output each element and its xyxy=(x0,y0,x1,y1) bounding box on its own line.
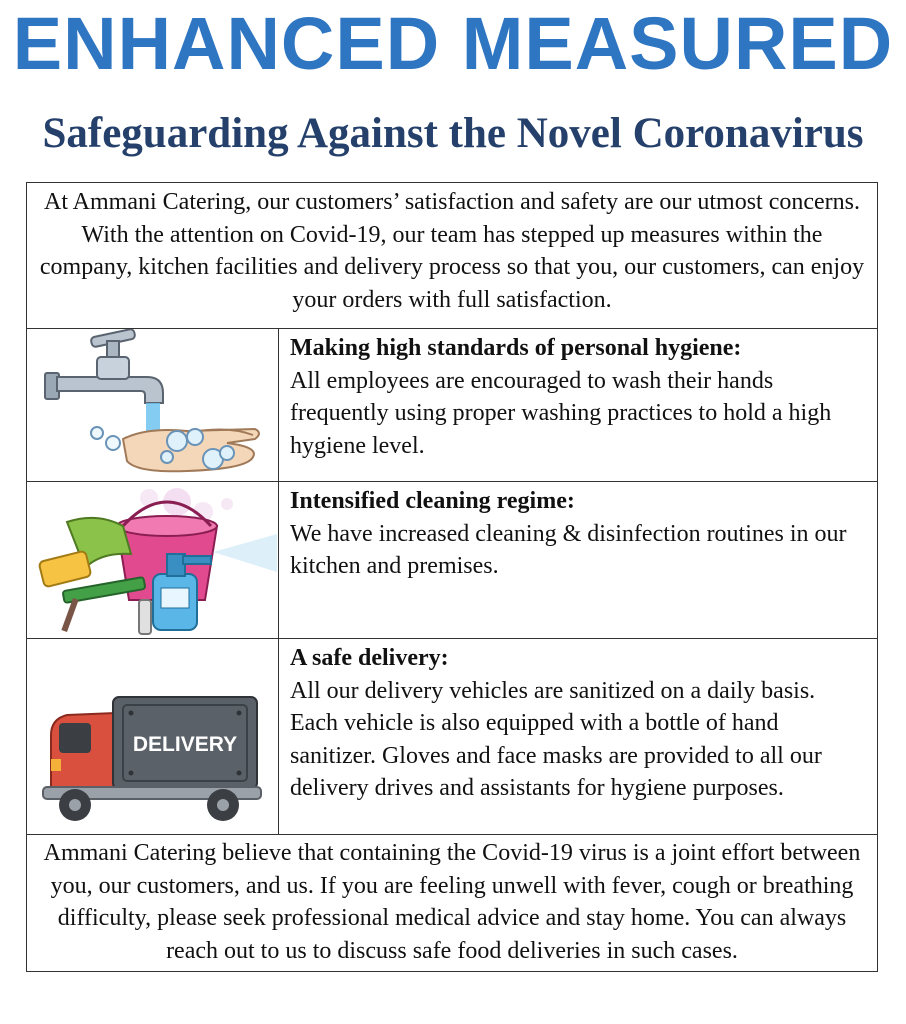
page-title: ENHANCED MEASURED xyxy=(12,2,894,85)
delivery-truck-label: DELIVERY xyxy=(132,733,238,756)
measure-body: All employees are encouraged to wash their hands frequently using proper washing practices to hold a high hygiene level. xyxy=(290,367,832,459)
measure-heading: Intensified cleaning regime: xyxy=(290,488,575,514)
delivery-truck-icon xyxy=(27,639,279,834)
measure-text-hygiene xyxy=(279,329,877,481)
measure-row-hygiene xyxy=(27,329,877,482)
measure-heading: Making high standards of personal hygiene: xyxy=(290,335,742,361)
measure-text-cleaning xyxy=(279,482,877,638)
closing-paragraph: Ammani Catering believe that containing the Covid-19 virus is a joint effort between you, our customers, and us. If you are feeling unwell with fever, cough or breathing difficulty, please seek professional medical advice and stay home. You can always reach out to us to discuss safe food deliveries in such cases. xyxy=(43,840,861,964)
page-subtitle: Safeguarding Against the Novel Coronavirus xyxy=(42,110,864,157)
measure-text-delivery xyxy=(279,639,877,834)
measure-body: We have increased cleaning & disinfection routines in our kitchen and premises. xyxy=(290,520,847,579)
handwashing-icon xyxy=(27,329,279,481)
measure-row-cleaning xyxy=(27,482,877,639)
intro-paragraph: At Ammani Catering, our customers’ satisfaction and safety are our utmost concerns. With the attention on Covid-19, our team has stepped up measures within the company, kitchen facilities and delivery process so that you, our customers, can enjoy your orders with full satisfaction. xyxy=(27,183,877,329)
measure-row-delivery xyxy=(27,639,877,835)
measures-table xyxy=(26,182,878,972)
measure-heading: A safe delivery: xyxy=(290,645,449,671)
cleaning-supplies-icon xyxy=(27,482,279,638)
measure-body: All our delivery vehicles are sanitized on a daily basis. Each vehicle is also equipped with a bottle of hand sanitizer. Gloves and face masks are provided to all our delivery drives and assistants for hygiene purposes. xyxy=(290,677,822,801)
